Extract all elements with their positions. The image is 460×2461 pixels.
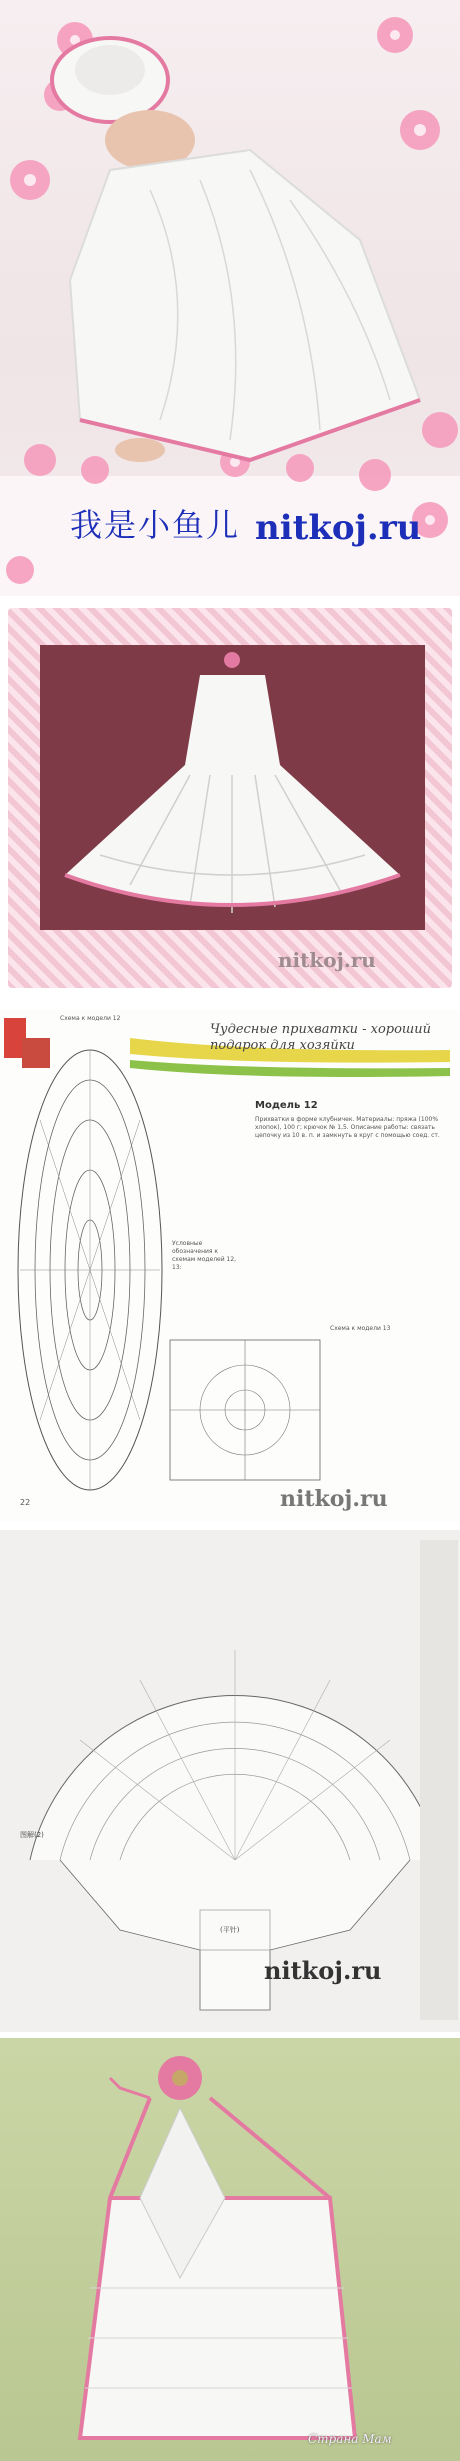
dress-flat-photo [0, 600, 460, 1002]
dress-flat-illustration [40, 645, 425, 930]
photo-background [40, 645, 425, 930]
model-title: Модель 12 [255, 1100, 318, 1111]
watermark: nitkoj.ru [264, 1956, 382, 1985]
pattern-description: Прихватки в форме клубничек. Материалы: пряжа (100% хлопок), 100 г; крючок № 1,5. Описание работы: связать цепочку из 10 в. п. и замкнуть в круг с помощью соед. ст. [255, 1116, 440, 1139]
page-title: Чудесные прихватки - хороший подарок для хозяйки [210, 1022, 431, 1053]
dress-chart-illustration [0, 1530, 460, 2032]
diagram-label-center: (平针) [220, 1926, 240, 1934]
watermark: Страна Мам [308, 2432, 392, 2446]
watermark: nitkoj.ru [278, 948, 376, 972]
halter-top-photo [0, 2038, 460, 2461]
diagram-label: Схема к модели 12 [60, 1015, 121, 1022]
second-diagram-label: Схема к модели 13 [330, 1325, 391, 1332]
potholder-diagram-page [0, 1010, 460, 1522]
author-signature: 我是小鱼儿 [70, 506, 241, 544]
page-number: 22 [20, 1498, 31, 1507]
baby-dress-photo [0, 0, 460, 596]
halter-top-illustration [0, 2038, 460, 2461]
watermark: nitkoj.ru [255, 508, 422, 548]
legend-text: Условные обозначения к схемам моделей 12, 13: [172, 1240, 237, 1271]
diagram-label-left: 图解(2) [20, 1831, 44, 1839]
dress-diagram-page [0, 1530, 460, 2032]
watermark: nitkoj.ru [280, 1486, 388, 1512]
